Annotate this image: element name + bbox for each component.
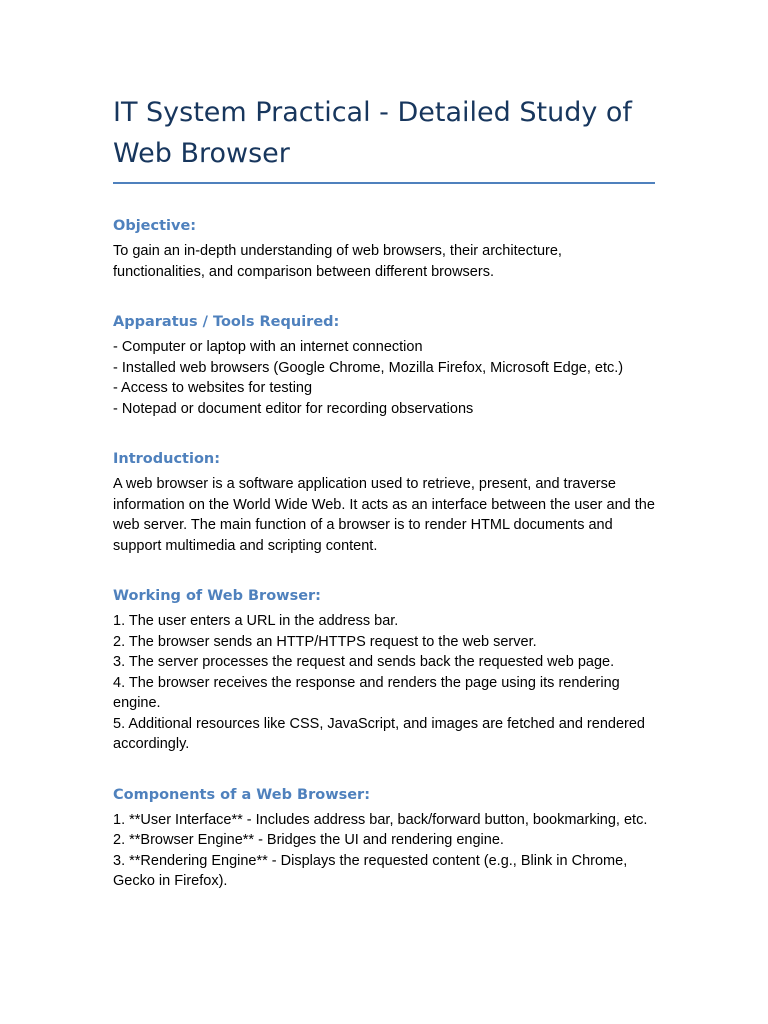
document-title: IT System Practical - Detailed Study of Web Browser	[113, 92, 655, 184]
section-body	[113, 474, 655, 556]
section-heading: Components of a Web Browser:	[113, 786, 371, 803]
list-item: 1. **User Interface** - Includes address bar, back/forward button, bookmarking, etc.	[113, 811, 648, 828]
section-apparatus	[113, 312, 655, 419]
section-body	[113, 337, 655, 419]
section-heading: Working of Web Browser:	[113, 588, 321, 604]
section-objective	[113, 216, 655, 282]
list-item: - Computer or laptop with an internet connection	[113, 339, 423, 355]
section-body	[113, 810, 655, 892]
section-introduction	[113, 449, 655, 556]
list-item: 3. **Rendering Engine** - Displays the requested content (e.g., Blink in Chrome, Gecko in Firefox).	[113, 852, 628, 889]
list-item: 1. The user enters a URL in the address bar.	[113, 613, 399, 629]
body-line: To gain an in-depth understanding of web browsers, their architecture, functionalities, and comparison between different browsers.	[113, 243, 562, 280]
section-components	[113, 785, 655, 892]
section-heading: Objective:	[113, 218, 197, 234]
list-item: 2. **Browser Engine** - Bridges the UI and rendering engine.	[113, 832, 504, 848]
body-line: A web browser is a software application used to retrieve, present, and traverse information on the World Wide Web. It acts as an interface between the user and the web server. The main function of a browser is to render HTML documents and support multimedia and scripting content.	[113, 476, 655, 554]
list-item: 4. The browser receives the response and renders the page using its rendering engine.	[113, 674, 620, 711]
section-body	[113, 241, 655, 282]
list-item: - Access to websites for testing	[113, 380, 313, 396]
section-heading: Introduction:	[113, 451, 221, 467]
list-item: 3. The server processes the request and sends back the requested web page.	[113, 654, 615, 670]
list-item: - Installed web browsers (Google Chrome, Mozilla Firefox, Microsoft Edge, etc.)	[113, 359, 624, 376]
list-item: 5. Additional resources like CSS, JavaScript, and images are fetched and rendered accordingly.	[113, 715, 645, 752]
document-page	[113, 92, 655, 892]
list-item: 2. The browser sends an HTTP/HTTPS request to the web server.	[113, 633, 537, 650]
section-heading: Apparatus / Tools Required:	[113, 314, 340, 330]
section-body	[113, 611, 655, 755]
list-item: - Notepad or document editor for recording observations	[113, 400, 474, 417]
section-working	[113, 586, 655, 755]
